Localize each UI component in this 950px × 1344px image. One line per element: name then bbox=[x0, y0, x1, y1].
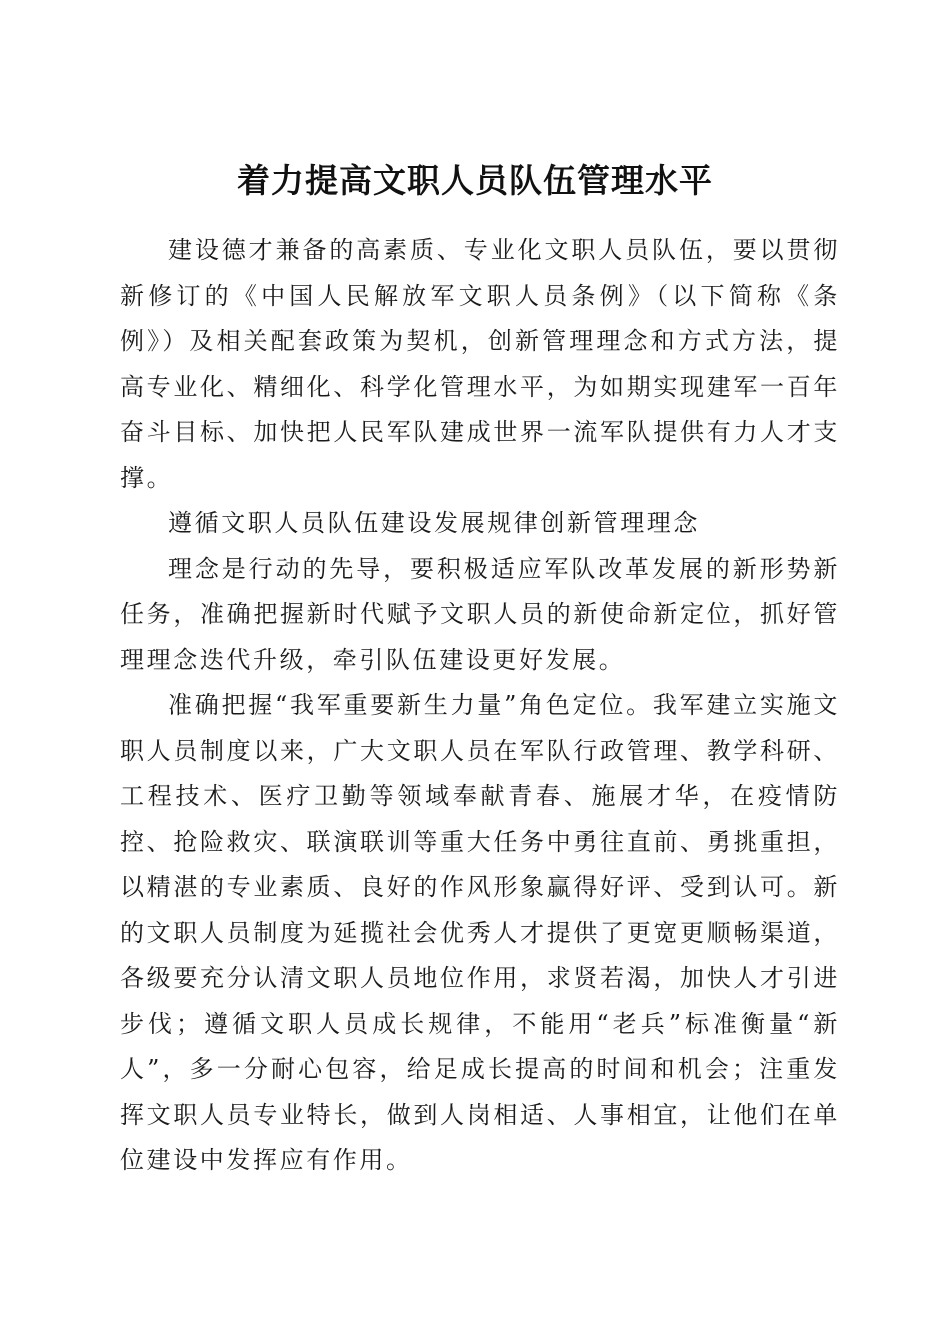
section-heading: 遵循文职人员队伍建设发展规律创新管理理念 bbox=[168, 509, 700, 537]
paragraph-concept: 理念是行动的先导，要积极适应军队改革发展的新形势新任务，准确把握新时代赋予文职人员的新使命新定位，抓好管理理念迭代升级，牵引队伍建设更好发展。 bbox=[120, 554, 840, 674]
document-title: 着力提高文职人员队伍管理水平 bbox=[237, 161, 713, 201]
document-body bbox=[120, 228, 840, 1184]
paragraph-role-positioning: 准确把握“我军重要新生力量”角色定位。我军建立实施文职人员制度以来，广大文职人员在军队行政管理、教学科研、工程技术、医疗卫勤等领域奉献青春、施展才华，在疫情防控、抢险救灾、联演联训等重大任务中勇往直前、勇挑重担，以精湛的专业素质、良好的作风形象赢得好评、受到认可。新的文职人员制度为延揽社会优秀人才提供了更宽更顺畅渠道，各级要充分认清文职人员地位作用，求贤若渴，加快人才引进步伐；遵循文职人员成长规律，不能用“老兵”标准衡量“新人”，多一分耐心包容，给足成长提高的时间和机会；注重发挥文职人员专业特长，做到人岗相适、人事相宜，让他们在单位建设中发挥应有作用。 bbox=[120, 691, 840, 1174]
paragraph-intro: 建设德才兼备的高素质、专业化文职人员队伍，要以贯彻新修订的《中国人民解放军文职人员条例》（以下简称《条例》）及相关配套政策为契机，创新管理理念和方式方法，提高专业化、精细化、科学化管理水平，为如期实现建军一百年奋斗目标、加快把人民军队建成世界一流军队提供有力人才支撑。 bbox=[120, 236, 840, 492]
